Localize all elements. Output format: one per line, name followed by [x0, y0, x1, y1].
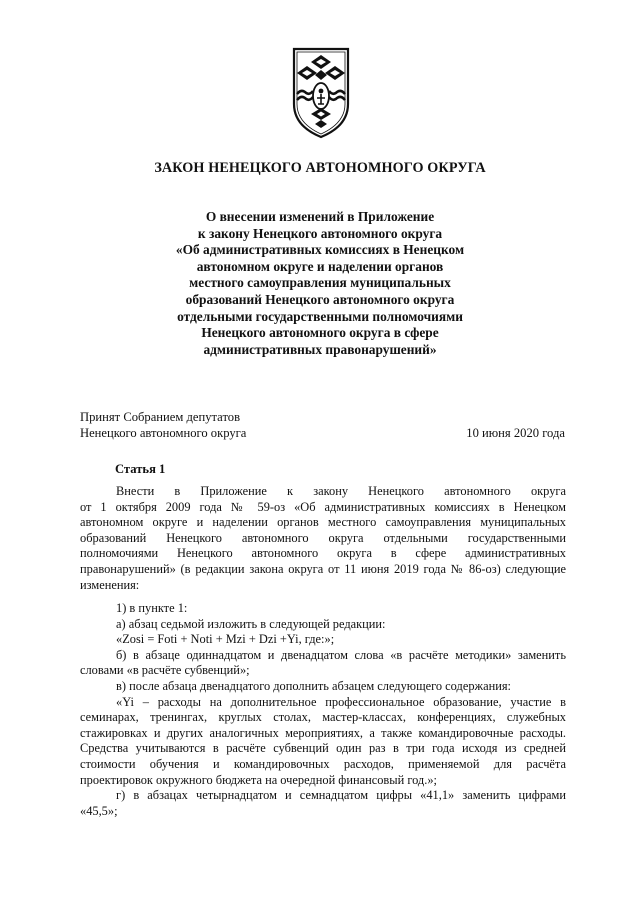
adopted-line: Ненецкого автономного округа: [80, 426, 247, 440]
subtitle-line: образований Ненецкого автономного округа: [185, 291, 455, 307]
subtitle-line: к закону Ненецкого автономного округа: [197, 225, 443, 241]
yi-definition-line: стоимости обучения и командировочных расходов, применяемой для расчёта: [80, 756, 566, 771]
subtitle-line: административных правонарушений»: [203, 341, 437, 357]
intro-line: автономном округе и наделении органов местного самоуправления муниципальных: [80, 515, 566, 530]
item-g-line: г) в абзацах четырнадцатом и семнадцатом цифры «41,1» заменить цифрами: [116, 788, 566, 803]
article-heading: Статья 1: [115, 462, 166, 476]
document-subtitle: [120, 209, 520, 358]
subtitle-line: отдельными государственными полномочиями: [177, 308, 463, 324]
item-a: а) абзац седьмой изложить в следующей редакции:: [116, 616, 386, 631]
item-b-line: б) в абзаце одиннадцатом и двенадцатом слова «в расчёте методики» заменить: [116, 647, 566, 662]
intro-line: от 1 октября 2009 года № 59-оз «Об административных комиссиях в Ненецком: [80, 499, 566, 514]
intro-line: образований Ненецкого автономного округа отдельными государственными: [80, 530, 566, 545]
yi-definition-line: «Yi – расходы на дополнительное профессиональное образование, участие в: [116, 694, 566, 709]
formula-line: «Zosi = Foti + Noti + Mzi + Dzi +Yi, где:»;: [116, 632, 335, 647]
intro-line: изменения:: [80, 577, 140, 592]
subtitle-line: Ненецкого автономного округа в сфере: [201, 325, 439, 341]
amendment-items: [80, 601, 566, 819]
intro-line: правонарушений» (в редакции закона округа от 11 июня 2019 года № 86-оз) следующие: [80, 561, 566, 576]
subtitle-line: «Об административных комиссиях в Ненецком: [175, 242, 465, 258]
yi-definition-line: проектировок окружного бюджета на очередной финансовый год.»;: [80, 772, 437, 787]
document-title: ЗАКОН НЕНЕЦКОГО АВТОНОМНОГО ОКРУГА: [154, 160, 486, 176]
subtitle-line: местного самоуправления муниципальных: [189, 275, 451, 291]
intro-line: полномочиями Ненецкого автономного округа в сфере административных: [80, 546, 566, 561]
article-intro: [80, 484, 566, 593]
subtitle-line: автономном округе и наделении органов: [196, 258, 444, 274]
item-point-1: 1) в пункте 1:: [116, 601, 188, 615]
item-g-line: «45,5»;: [80, 803, 118, 818]
adopted-line: Принят Собранием депутатов: [80, 410, 241, 424]
item-b-line: словами «в расчёте субвенций»;: [80, 663, 250, 678]
adoption-date: 10 июня 2020 года: [466, 426, 565, 440]
yi-definition-line: семинарах, тренингах, круглых столах, мастер-классах, конференциях, служебных: [80, 710, 566, 725]
adopted-by: [80, 409, 246, 441]
subtitle-line: О внесении изменений в Приложение: [205, 209, 435, 224]
coat-of-arms-emblem: [291, 46, 351, 140]
intro-line: Внести в Приложение к закону Ненецкого автономного округа: [116, 484, 566, 498]
yi-definition-line: Средства учитываются в расчёте субвенций один раз в три года исходя из средней: [80, 741, 566, 756]
yi-definition-line: стажировках и других аналогичных мероприятиях, а также командировочные расходы.: [80, 725, 566, 740]
item-v: в) после абзаца двенадцатого дополнить абзацем следующего содержания:: [116, 678, 511, 693]
